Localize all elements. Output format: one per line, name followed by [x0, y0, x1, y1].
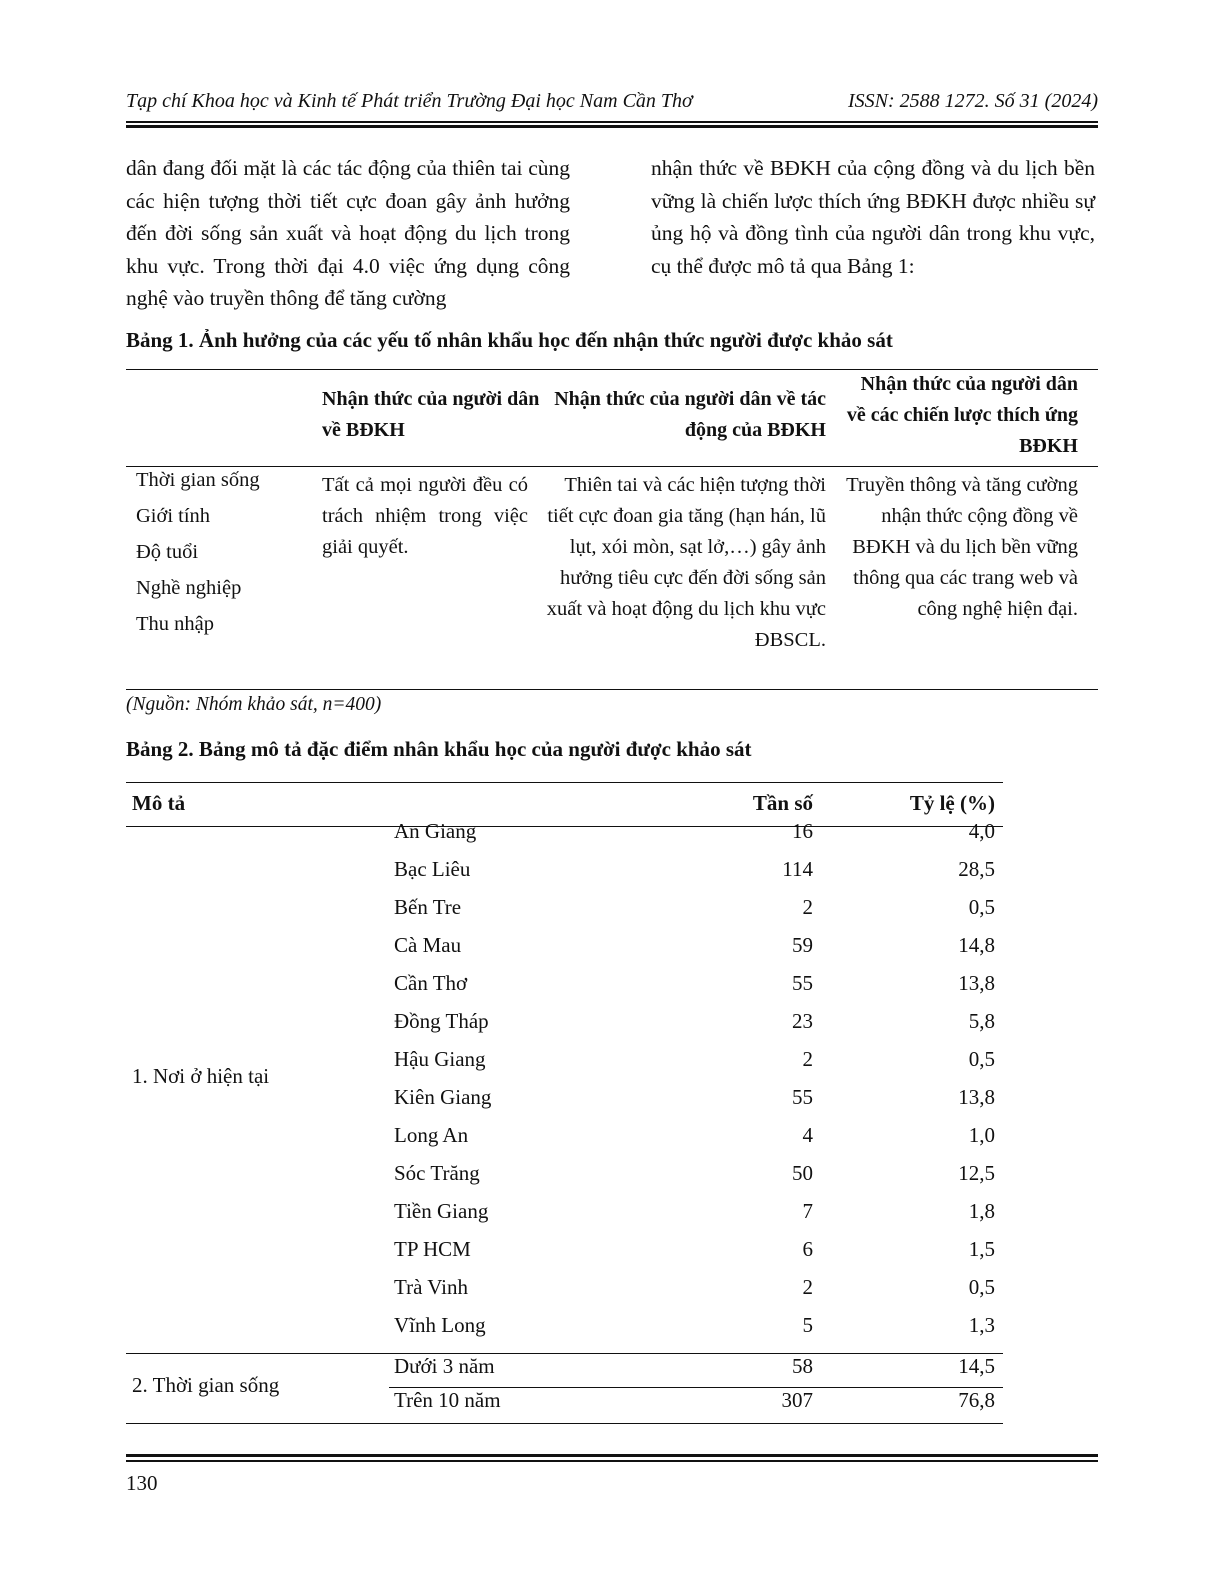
table2-caption: Bảng 2. Bảng mô tả đặc điểm nhân khẩu học của người được khảo sát	[126, 737, 752, 761]
row-freq: 50	[792, 1161, 813, 1185]
row-pct: 14,8	[958, 933, 995, 957]
row-pct: 13,8	[958, 1085, 995, 1109]
row-name: Sóc Trăng	[394, 1161, 480, 1185]
row-name: Vĩnh Long	[394, 1313, 486, 1337]
table-row	[126, 1047, 1003, 1085]
row-freq: 6	[802, 1237, 813, 1261]
row-pct: 0,5	[968, 895, 995, 919]
row-freq: 4	[802, 1123, 813, 1147]
table1-cell-3: Truyền thông và tăng cường nhận thức cộng đồng về BĐKH và du lịch bền vững thông qua các trang web và công nghệ hiện đại.	[846, 474, 1078, 620]
header-rule-thin	[126, 121, 1098, 123]
table-row	[126, 857, 1003, 895]
table-row	[126, 1275, 1003, 1313]
table2-header-pct: Tỷ lệ (%)	[909, 791, 995, 815]
table2-group-label: 2. Thời gian sống	[132, 1373, 280, 1397]
row-name: Cà Mau	[394, 933, 462, 957]
row-pct: 12,5	[958, 1161, 995, 1185]
row-freq: 59	[792, 933, 813, 957]
page-number: 130	[126, 1471, 158, 1495]
table-row	[126, 1123, 1003, 1161]
row-freq: 2	[802, 895, 813, 919]
table-row	[126, 1085, 1003, 1123]
journal-title: Tạp chí Khoa học và Kinh tế Phát triển Trường Đại học Nam Cần Thơ	[126, 90, 693, 112]
table1-cell-2: Thiên tai và các hiện tượng thời tiết cực đoan gia tăng (hạn hán, lũ lụt, xói mòn, sạt lở,…) gây ảnh hưởng tiêu cực đến đời sống sản xuất và hoạt động du lịch khu vực ĐBSCL.	[546, 474, 826, 651]
row-pct: 0,5	[968, 1275, 995, 1299]
body-paragraph-right: nhận thức về BĐKH của cộng đồng và du lịch bền vững là chiến lược thích ứng BĐKH được nhiều sự ủng hộ và đồng tình của người dân trong khu vực, cụ thể được mô tả qua Bảng 1:	[651, 156, 1095, 278]
row-name: Dưới 3 năm	[394, 1354, 495, 1378]
row-freq: 23	[792, 1009, 813, 1033]
table1-header-rule	[126, 466, 1098, 467]
row-freq: 58	[792, 1354, 813, 1378]
table-row	[126, 1009, 1003, 1047]
row-name: Trên 10 năm	[394, 1388, 501, 1412]
table1-row-label: Giới tính	[136, 505, 211, 527]
row-freq: 16	[792, 819, 813, 843]
row-pct: 13,8	[958, 971, 995, 995]
table1-header-2: Nhận thức của người dân về tác động của BĐKH	[554, 388, 826, 441]
row-name: Bến Tre	[394, 895, 462, 919]
row-pct: 1,5	[968, 1237, 995, 1261]
table-row	[126, 1313, 1003, 1351]
table-row	[126, 933, 1003, 971]
running-header	[126, 88, 1098, 118]
table2	[126, 782, 1003, 1424]
row-freq: 2	[802, 1275, 813, 1299]
table1-row-label: Thu nhập	[136, 613, 214, 635]
table1	[126, 369, 1098, 690]
row-freq: 55	[792, 1085, 813, 1109]
table1-header-1: Nhận thức của người dân về BĐKH	[322, 388, 540, 441]
row-name: Long An	[394, 1123, 469, 1147]
row-name: Đồng Tháp	[394, 1009, 489, 1033]
row-freq: 55	[792, 971, 813, 995]
row-pct: 14,5	[958, 1354, 995, 1378]
row-name: An Giang	[394, 819, 477, 843]
table-row	[126, 895, 1003, 933]
table1-row-label: Nghề nghiệp	[136, 577, 242, 599]
row-name: Kiên Giang	[394, 1085, 492, 1109]
row-name: Bạc Liêu	[394, 857, 471, 881]
row-pct: 1,8	[968, 1199, 995, 1223]
table-row	[126, 1237, 1003, 1275]
table-row	[126, 971, 1003, 1009]
row-freq: 2	[802, 1047, 813, 1071]
table2-header-freq: Tần số	[752, 791, 813, 815]
table1-header-3: Nhận thức của người dân về các chiến lược thích ứng BĐKH	[846, 373, 1078, 457]
row-pct: 4,0	[968, 819, 995, 843]
body-paragraph-left: dân đang đối mặt là các tác động của thiên tai cùng các hiện tượng thời tiết cực đoan gây ảnh hưởng đến đời sống sản xuất và hoạt động du lịch trong khu vực. Trong thời đại 4.0 việc ứng dụng công nghệ vào truyền thông để tăng cường	[126, 156, 570, 310]
row-name: TP HCM	[394, 1237, 471, 1261]
row-name: Trà Vinh	[394, 1275, 469, 1299]
table-row	[126, 1199, 1003, 1237]
row-pct: 76,8	[958, 1388, 995, 1412]
table-row	[126, 819, 1003, 857]
table1-caption: Bảng 1. Ảnh hưởng của các yếu tố nhân khẩu học đến nhận thức người được khảo sát	[126, 328, 893, 352]
table1-cell-1: Tất cả mọi người đều có trách nhiệm trong việc giải quyết.	[322, 474, 528, 558]
row-pct: 28,5	[958, 857, 995, 881]
table1-source: (Nguồn: Nhóm khảo sát, n=400)	[126, 694, 382, 715]
table-row	[126, 1161, 1003, 1199]
table2-group-label: 1. Nơi ở hiện tại	[132, 1064, 270, 1088]
footer-rule-thin	[126, 1460, 1098, 1462]
row-pct: 1,3	[968, 1313, 995, 1337]
footer-rule-thick	[126, 1454, 1098, 1457]
row-freq: 7	[802, 1199, 813, 1223]
header-rule-thick	[126, 125, 1098, 128]
row-name: Hậu Giang	[394, 1047, 486, 1071]
row-pct: 1,0	[968, 1123, 995, 1147]
row-name: Cần Thơ	[394, 971, 468, 995]
table2-header-desc: Mô tả	[132, 791, 186, 815]
table-row	[126, 1388, 1003, 1426]
row-pct: 5,8	[968, 1009, 995, 1033]
row-freq: 307	[781, 1388, 813, 1412]
row-pct: 0,5	[968, 1047, 995, 1071]
row-freq: 5	[802, 1313, 813, 1337]
issn-label: ISSN: 2588 1272. Số 31 (2024)	[848, 90, 1098, 112]
table1-row-label: Thời gian sống	[136, 469, 260, 491]
row-freq: 114	[782, 857, 813, 881]
table1-row-label: Độ tuổi	[136, 541, 199, 563]
row-name: Tiền Giang	[394, 1199, 489, 1223]
